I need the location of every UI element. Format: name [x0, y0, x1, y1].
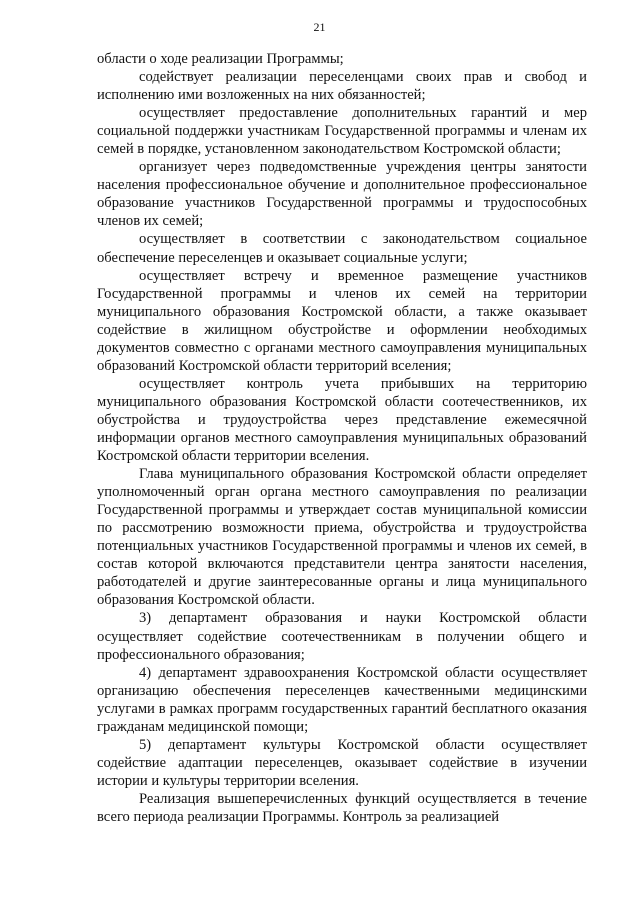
paragraph: Реализация вышеперечисленных функций осуществляется в течение всего периода реализации Программы. Контроль за реализацией [97, 790, 587, 825]
document-body [97, 50, 587, 826]
paragraph: Глава муниципального образования Костромской области определяет уполномоченный орган органа местного самоуправления по реализации Государственной программы и утверждает состав муниципальной комиссии по рассмотрению возможности приема, обустройства и трудоустройства потенциальных участников Государственной программы и членов их семей, в состав которой включаются представители центра занятости населения, работодателей и другие заинтересованные органы и лица муниципального образования Костромской области. [97, 466, 587, 609]
paragraph: содействует реализации переселенцами своих прав и свобод и исполнению ими возложенных на них обязанностей; [97, 69, 587, 104]
paragraph: осуществляет контроль учета прибывших на территорию муниципального образования Костромской области соотечественников, их обустройства и трудоустройства через представление ежемесячной информации органов местного самоуправления муниципальных образований Костромской области территории вселения. [97, 375, 587, 465]
paragraph: осуществляет предоставление дополнительных гарантий и мер социальной поддержки участникам Государственной программы и членам их семей в порядке, установленном законодательством Костромской области; [97, 105, 587, 158]
paragraph: осуществляет в соответствии с законодательством социальное обеспечение переселенцев и оказывает социальные услуги; [97, 231, 587, 266]
paragraph-item-4: 4) департамент здравоохранения Костромской области осуществляет организацию обеспечения переселенцев качественными медицинскими услугами в рамках программ государственных гарантий бесплатного оказания гражданам медицинской помощи; [97, 664, 587, 735]
paragraph-continuation: области о ходе реализации Программы; [97, 51, 344, 67]
paragraph: осуществляет встречу и временное размещение участников Государственной программы и членов их семей на территории муниципального образования Костромской области, а также оказывает содействие в жилищном обустройстве и оформлении необходимых документов совместно с органами местного самоуправления муниципальных образований Костромской области территорий вселения; [97, 267, 587, 374]
paragraph: организует через подведомственные учреждения центры занятости населения профессиональное обучение и дополнительное профессиональное образование участников Государственной программы и трудоспособных членов их семей; [97, 159, 587, 230]
page-number: 21 [313, 20, 326, 34]
paragraph-item-5: 5) департамент культуры Костромской области осуществляет содействие адаптации переселенцев, оказывает содействие в изучении истории и культуры территории вселения. [97, 736, 587, 789]
paragraph-item-3: 3) департамент образования и науки Костромской области осуществляет содействие соотечественникам в получении общего и профессионального образования; [97, 610, 587, 663]
